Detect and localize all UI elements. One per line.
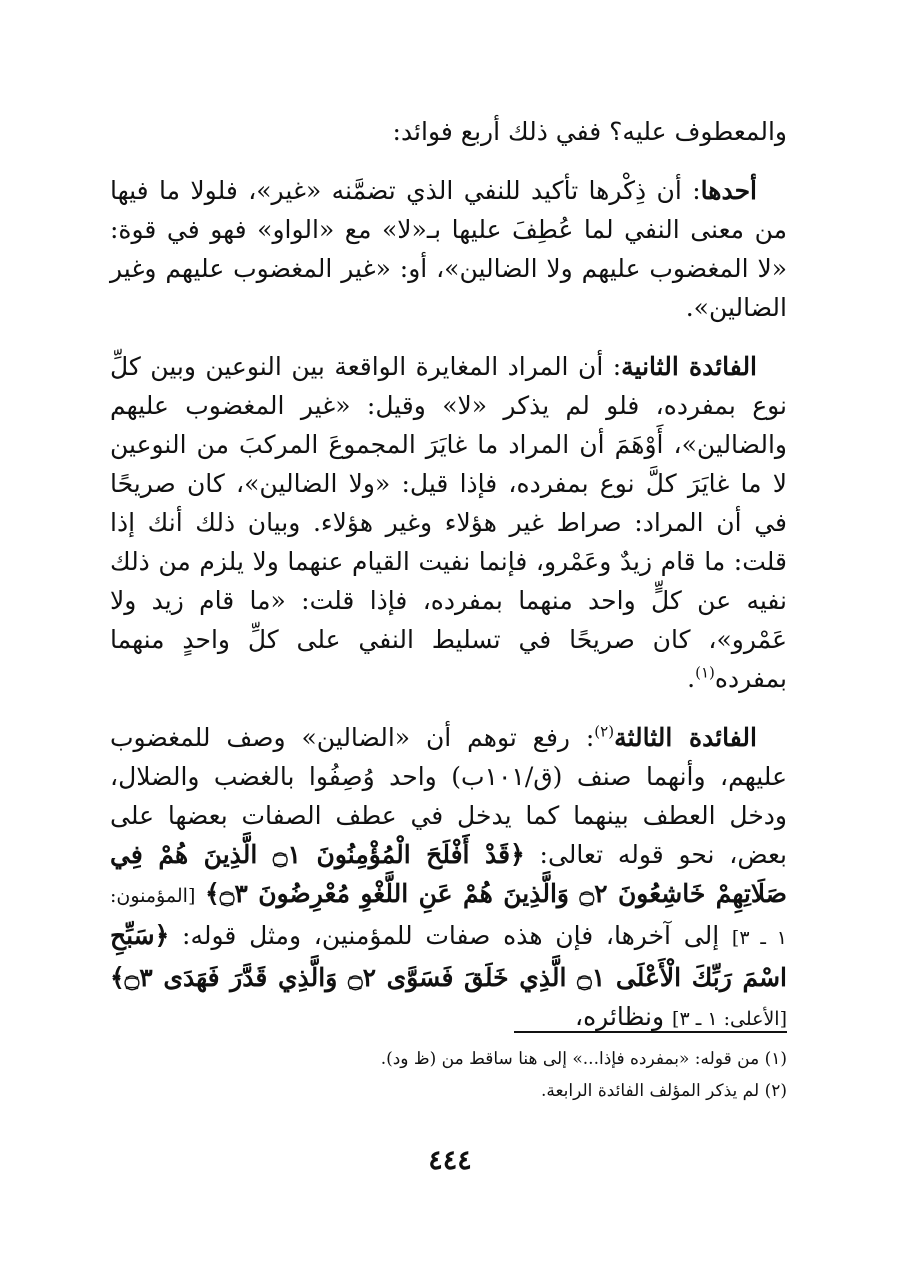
quran-verse-ala: ﴿سَبِّحِ اسْمَ رَبِّكَ الْأَعْلَى ۝١ الَّذِي خَلَقَ فَسَوَّى ۝٢ وَالَّذِي قَدَّرَ فَهَدَى ۝٣﴾ (110, 921, 787, 992)
third-benefit-paragraph (110, 718, 787, 1039)
first-benefit-text: : أن ذِكْرها تأكيد للنفي الذي تضمَّنه «غير»، فلولا ما فيها من معنى النفي لما عُطِفَ عليها بـ«لا» مع «الواو» فهو في قوة: «لا المغضوب عليهم ولا الضالين»، أو: «غير المغضوب عليهم وغير الضالين». (110, 176, 787, 322)
citation-muminun: [المؤمنون: ١ ـ ٣] (110, 885, 787, 949)
footnote-divider (514, 1031, 787, 1033)
third-benefit-between: إلى آخرها، فإن هذه صفات للمؤمنين، ومثل قوله: (182, 921, 720, 950)
third-benefit-label: الفائدة الثالثة (614, 723, 757, 752)
first-benefit-label: أحدها (700, 176, 757, 205)
footnote-1: (١) من قوله: «بمفرده فإذا...» إلى هنا ساقط من (ظ ود). (380, 1049, 787, 1069)
main-text (110, 112, 787, 1039)
first-benefit-paragraph (110, 171, 787, 327)
third-benefit-after: ونظائره، (575, 1002, 665, 1031)
second-benefit-label: الفائدة الثانية (621, 352, 758, 381)
second-benefit-text: : أن المراد المغايرة الواقعة بين النوعين وبين كلِّ نوع بمفرده، فلو لم يذكر «لا» وقيل: «غير المغضوب عليهم والضالين»، أَوْهَمَ أن المراد ما غايَرَ المجموعَ المركبَ من النوعين لا ما غايَرَ كلَّ نوع بمفرده، فإذا قيل: «ولا الضالين»، كان صريحًا في أن المراد: صراط غير هؤلاء وغير هؤلاء. وبيان ذلك أنك إذا قلت: ما قام زيدٌ وعَمْرو، فإنما نفيت القيام عنهما ولا يلزم من ذلك نفيه عن كلٍّ واحد منهما بمفرده، فإذا قلت: «ما قام زيد ولا عَمْرو»، كان صريحًا في تسليط النفي على كلِّ واحدٍ منهما بمفرده (110, 352, 787, 693)
footnote-ref-2: (٢) (594, 722, 615, 741)
citation-ala: [الأعلى: ١ ـ ٣] (672, 1008, 787, 1030)
footnote-ref-1: (١) (695, 663, 715, 682)
page-number: ٤٤٤ (428, 1145, 472, 1176)
intro-paragraph: والمعطوف عليه؟ ففي ذلك أربع فوائد: (392, 117, 787, 146)
second-benefit-end: . (687, 664, 696, 693)
third-benefit-text: : رفع توهم أن «الضالين» وصف للمغضوب عليهم، وأنهما صنف (ق/١٠١ب) واحد وُصِفُوا بالغضب والضلال، ودخل العطف بينهما كما يدخل في عطف الصفات بعضها على بعض، نحو قوله تعالى: (110, 723, 787, 869)
footnote-2: (٢) لم يذكر المؤلف الفائدة الرابعة. (540, 1081, 787, 1101)
footnotes (300, 1043, 787, 1107)
second-benefit-paragraph (110, 347, 787, 698)
quran-verse-muminun: ﴿قَدْ أَفْلَحَ الْمُؤْمِنُونَ ۝١ الَّذِينَ هُمْ فِي صَلَاتِهِمْ خَاشِعُونَ ۝٢ وَالَّذِينَ هُمْ عَنِ اللَّغْوِ مُعْرِضُونَ ۝٣﴾ (110, 840, 787, 908)
